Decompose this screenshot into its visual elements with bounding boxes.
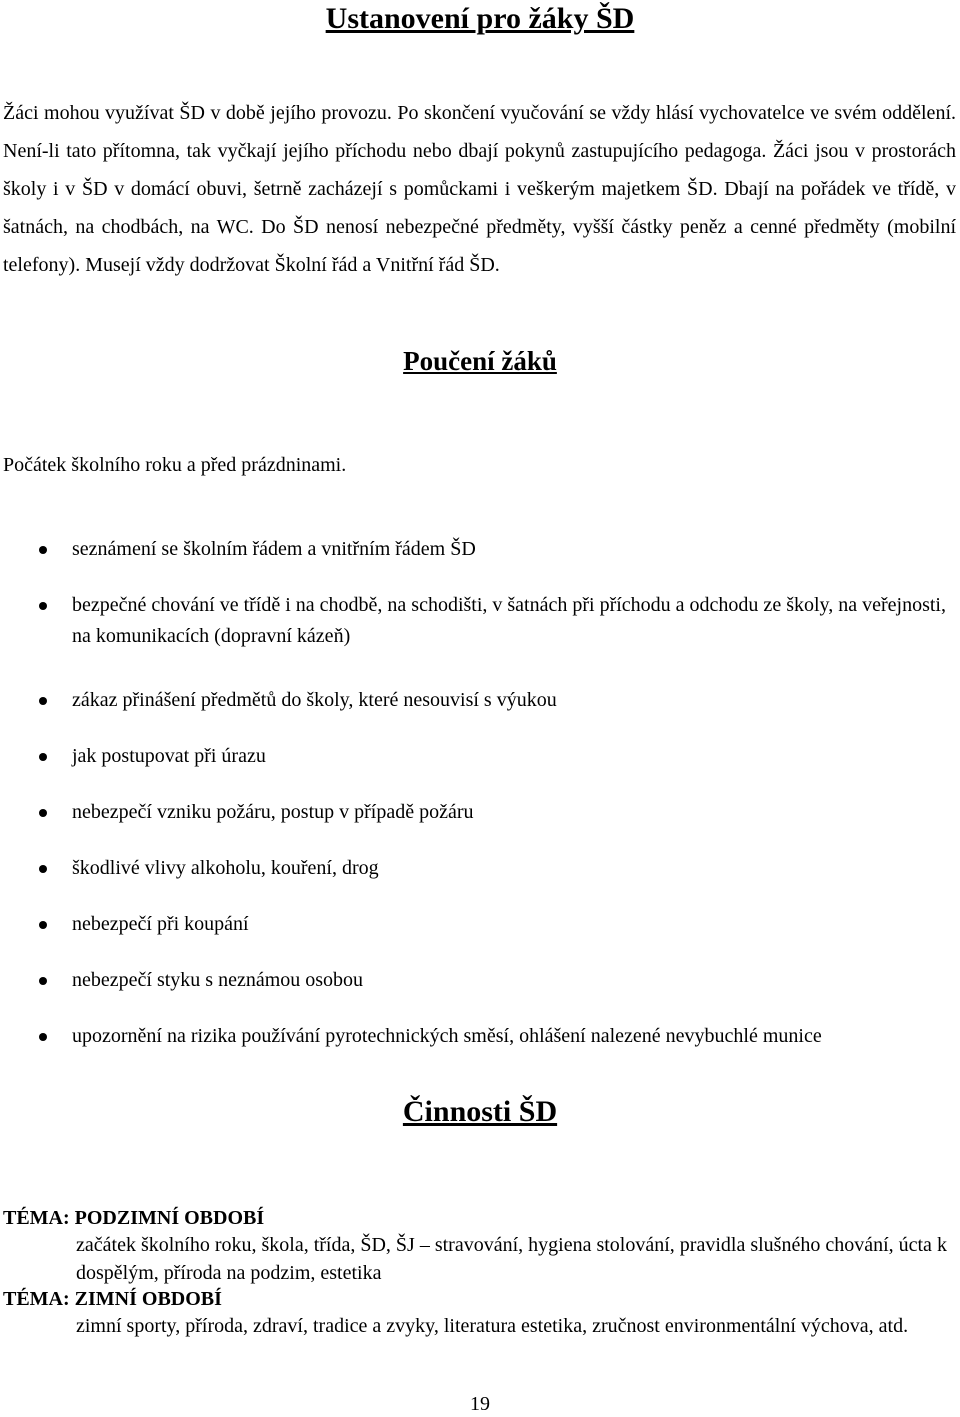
bullet-icon — [39, 602, 47, 610]
topic-title: TÉMA: PODZIMNÍ OBDOBÍ — [3, 1207, 265, 1229]
list-item-text: škodlivé vlivy alkoholu, kouření, drog — [72, 857, 379, 879]
list-item-text: bezpečné chování ve třídě i na chodbě, na schodišti, v šatnách při příchodu a odchodu ze školy, na veřejnosti, na komunikacích (dopravní kázeň) — [72, 594, 946, 647]
page-number: 19 — [470, 1393, 490, 1415]
list-item-text: jak postupovat při úrazu — [72, 745, 266, 767]
bullet-icon — [39, 977, 47, 985]
list-item-text: zákaz přinášení předmětů do školy, které nesouvisí s výukou — [72, 689, 557, 711]
bullet-icon — [39, 865, 47, 873]
list-item-text: nebezpečí při koupání — [72, 913, 249, 935]
bullet-icon — [39, 921, 47, 929]
bullet-icon — [39, 546, 47, 554]
bullet-icon — [39, 753, 47, 761]
bullet-icon — [39, 1033, 47, 1041]
list-item-text: nebezpečí styku s neznámou osobou — [72, 969, 364, 991]
topic-text: zimní sporty, příroda, zdraví, tradice a zvyky, literatura estetika, zručnost environmentální výchova, atd. — [76, 1315, 909, 1337]
list-item-text: upozornění na rizika používání pyrotechnických směsí, ohlášení nalezené nevybuchlé munice — [72, 1025, 822, 1047]
rules-paragraph: Žáci mohou využívat ŠD v době jejího provozu. Po skončení vyučování se vždy hlásí vychovatelce ve svém oddělení. Není-li tato přítomna, tak vyčkají jejího příchodu nebo dbají pokynů zastupujícího pedagoga. Žáci jsou v prostorách školy i v ŠD v domácí obuvi, šetrně zacházejí s pomůckami i veškerým majetkem ŠD. Dbají na pořádek ve třídě, v šatnách, na chodbách, na WC. Do ŠD nenosí nebezpečné předměty, vyšší částky peněz a cenné předměty (mobilní telefony). Musejí vždy dodržovat Školní řád a Vnitřní řád ŠD. — [3, 102, 956, 276]
topic-title: TÉMA: ZIMNÍ OBDOBÍ — [3, 1288, 222, 1310]
rules-heading: Ustanovení pro žáky ŠD — [325, 2, 635, 35]
topic-text: začátek školního roku, škola, třída, ŠD, ŠJ – stravování, hygiena stolování, pravidla slušného chování, úcta k dospělým, příroda na podzim, estetika — [76, 1234, 947, 1284]
list-item-text: seznámení se školním řádem a vnitřním řádem ŠD — [72, 538, 476, 560]
activities-heading: Činnosti ŠD — [402, 1095, 558, 1128]
instruction-intro: Počátek školního roku a před prázdninami. — [3, 454, 347, 476]
bullet-icon — [39, 809, 47, 817]
instruction-heading: Poučení žáků — [403, 346, 557, 376]
list-item-text: nebezpečí vzniku požáru, postup v případě požáru — [72, 801, 474, 823]
bullet-icon — [39, 697, 47, 705]
